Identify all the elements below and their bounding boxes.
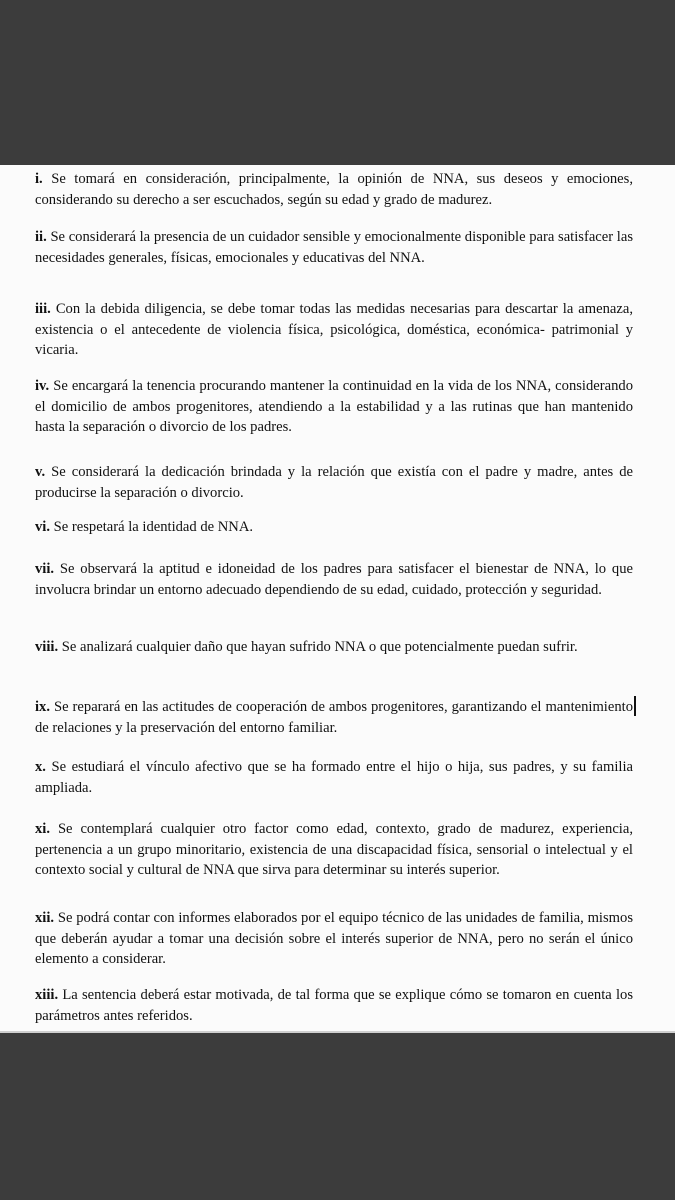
paragraph-xi xyxy=(35,819,633,881)
item-number: ii. xyxy=(35,229,47,245)
paragraph-vii xyxy=(35,559,633,600)
item-number: iii. xyxy=(35,301,51,317)
item-text: Se analizará cualquier daño que hayan sufrido NNA o que potencialmente puedan sufrir. xyxy=(61,639,578,655)
bottom-dark-bar xyxy=(0,1033,675,1200)
item-number: v. xyxy=(35,464,46,480)
item-text: Se considerará la dedicación brindada y la relación que existía con el padre y madre, antes de producirse la separación o divorcio. xyxy=(35,464,634,501)
item-text: Se considerará la presencia de un cuidador sensible y emocionalmente disponible para satisfacer las necesidades generales, físicas, emocionales y educativas del NNA. xyxy=(35,229,633,266)
item-number: i. xyxy=(35,171,43,187)
paragraph-iii xyxy=(35,299,633,361)
item-number: viii. xyxy=(35,639,59,655)
paragraph-ii xyxy=(35,227,633,268)
top-dark-bar xyxy=(0,0,675,165)
item-number: x. xyxy=(35,759,46,775)
paragraph-vi xyxy=(35,517,633,538)
paragraph-i xyxy=(35,169,633,210)
item-number: iv. xyxy=(35,378,50,394)
item-text: Se estudiará el vínculo afectivo que se ha formado entre el hijo o hija, sus padres, y su familia ampliada. xyxy=(35,759,633,796)
paragraph-xii xyxy=(35,908,633,970)
item-text: Se reparará en las actitudes de cooperación de ambos progenitores, garantizando el mantenimiento de relaciones y la preservación del entorno familiar. xyxy=(35,699,633,736)
paragraph-ix xyxy=(35,697,633,738)
document-page xyxy=(0,165,675,1033)
paragraph-iv xyxy=(35,376,633,438)
item-text: La sentencia deberá estar motivada, de tal forma que se explique cómo se tomaron en cuenta los parámetros antes referidos. xyxy=(35,987,634,1024)
item-text: Se observará la aptitud e idoneidad de los padres para satisfacer el bienestar de NNA, lo que involucra brindar un entorno adecuado dependiendo de su edad, cuidado, protección y seguridad. xyxy=(35,561,633,598)
item-text: Se tomará en consideración, principalmente, la opinión de NNA, sus deseos y emociones, considerando su derecho a ser escuchados, según su edad y grado de madurez. xyxy=(35,171,633,208)
item-text: Se respetará la identidad de NNA. xyxy=(53,519,254,535)
paragraph-v xyxy=(35,462,633,503)
paragraph-viii xyxy=(35,637,633,658)
item-number: xii. xyxy=(35,910,55,926)
item-number: xi. xyxy=(35,821,50,837)
paragraph-x xyxy=(35,757,633,798)
item-text: Se encargará la tenencia procurando mantener la continuidad en la vida de los NNA, considerando el domicilio de ambos progenitores, atendiendo a la estabilidad y a las rutinas que han mantenido hasta la separación o divorcio de los padres. xyxy=(35,378,633,435)
item-text: Se podrá contar con informes elaborados por el equipo técnico de las unidades de familia, mismos que deberán ayudar a tomar una decisión sobre el interés superior de NNA, pero no serán el único elemento a considerar. xyxy=(35,910,633,967)
item-text: Con la debida diligencia, se debe tomar todas las medidas necesarias para descartar la amenaza, existencia o el antecedente de violencia física, psicológica, doméstica, económica- patrimonial y vicaria. xyxy=(35,301,633,358)
item-text: Se contemplará cualquier otro factor como edad, contexto, grado de madurez, experiencia, pertenencia a un grupo minoritario, existencia de una discapacidad física, sensorial o intelectual y el contexto social y cultural de NNA que sirva para determinar su interés superior. xyxy=(35,821,633,878)
item-number: vii. xyxy=(35,561,55,577)
paragraph-xiii xyxy=(35,985,633,1026)
item-number: ix. xyxy=(35,699,50,715)
item-number: xiii. xyxy=(35,987,59,1003)
item-number: vi. xyxy=(35,519,50,535)
text-cursor xyxy=(634,696,636,716)
